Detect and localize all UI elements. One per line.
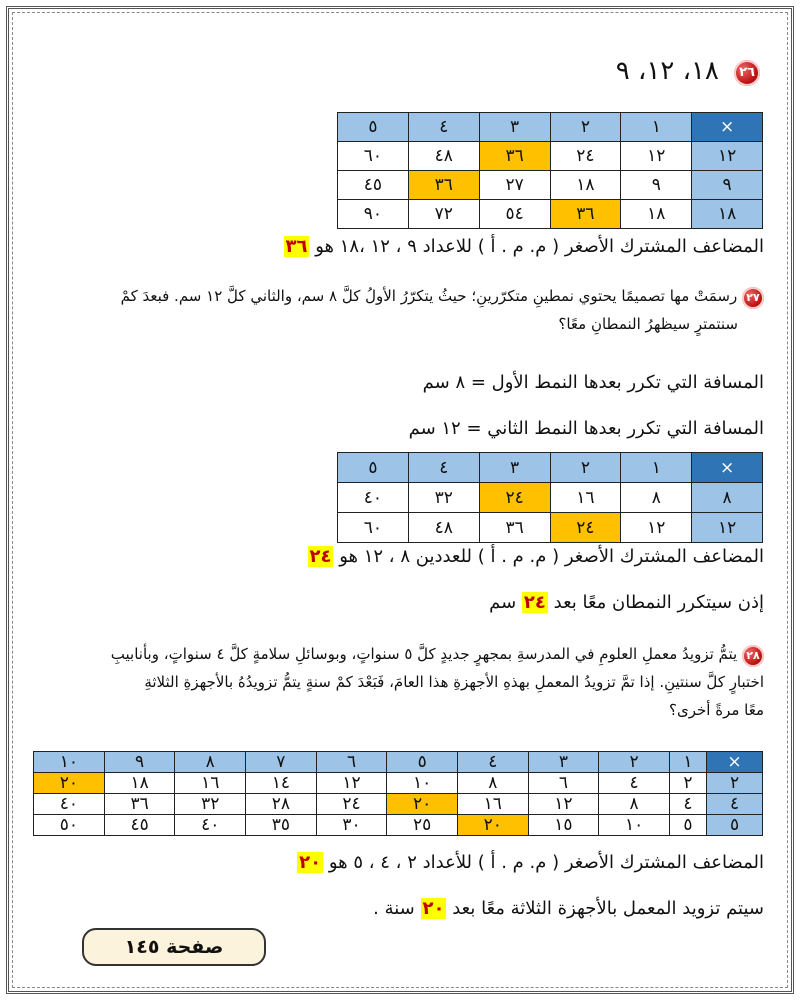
table-cell: ١٢	[621, 513, 692, 543]
table-row-header-cell: ١٨	[692, 200, 763, 229]
q28-conclusion-value: ٢٠	[422, 898, 445, 919]
table-header-cell: ٣	[479, 453, 550, 483]
table-cell: ٢٧	[479, 171, 550, 200]
table-row-header-cell: ٢	[707, 773, 763, 794]
table-header-cell: ٥	[338, 453, 409, 483]
q27-line2: المسافة التي تكرر بعدها النمط الثاني = ١٢ سم	[408, 418, 764, 439]
table-row-header-cell: ١٢	[692, 513, 763, 543]
table-cell: ٢٤	[550, 513, 621, 543]
table-cell: ٢	[669, 773, 706, 794]
q28-answer-value: ٢٠	[299, 852, 322, 873]
table-cell: ٣٦	[479, 513, 550, 543]
table-header-cell: ٧	[246, 752, 317, 773]
table-row	[34, 794, 763, 815]
table-cell: ١٦	[175, 773, 246, 794]
table-cell: ١٢	[316, 773, 387, 794]
table-row	[338, 483, 763, 513]
table-header-row	[338, 453, 763, 483]
table-header-cell: ٢	[550, 113, 621, 142]
table-cell: ١٢	[621, 142, 692, 171]
table-corner-cell: ×	[692, 453, 763, 483]
table-cell: ٤٨	[408, 513, 479, 543]
q28-multiplication-table	[33, 751, 763, 836]
table-cell: ١٠	[599, 815, 670, 836]
table-cell: ١٨	[550, 171, 621, 200]
table-cell: ٤٠	[175, 815, 246, 836]
q28-conclusion-text: سيتم تزويد المعمل بالأجهزة الثلاثة معًا بعد	[452, 898, 764, 919]
table-row	[338, 200, 763, 229]
table-cell: ٢٠	[457, 815, 528, 836]
q27-answer-text: المضاعف المشترك الأصغر ( م. م . أ ) للعددين ٨ ، ١٢ هو	[339, 546, 764, 567]
table-row	[338, 171, 763, 200]
table-header-cell: ٥	[387, 752, 458, 773]
table-header-cell: ١	[669, 752, 706, 773]
table-cell: ٨	[457, 773, 528, 794]
table-cell: ١٦	[457, 794, 528, 815]
table-cell: ٢٥	[387, 815, 458, 836]
q26-answer-line	[24, 236, 764, 257]
q27-question-line1: رسمَتْ مها تصميمًا يحتوي نمطينِ متكرّرينِ؛ حيثُ يتكرّرُ الأولُ كلَّ ٨ سم، والثاني كلَّ ١٢ سم. فبعدَ كمْ	[120, 287, 738, 305]
table-cell: ٣٦	[104, 794, 175, 815]
q26-answer-value: ٣٦	[285, 236, 308, 257]
table-cell: ٥	[669, 815, 706, 836]
q28-question-line2: اختبارٍ كلَّ سنتينِ. إذا تمَّ تزويدُ المعملِ بهذهِ الأجهزةِ هذا العامَ، فَبَعْدَ كمْ سنةٍ يتمُّ تزويدُهُ بالأجهزةِ الثلاثةِ	[144, 673, 764, 691]
table-cell: ٦٠	[338, 142, 409, 171]
table-cell: ١٨	[104, 773, 175, 794]
q26-multiplication-table	[337, 112, 763, 229]
q28-answer-line	[24, 852, 764, 873]
table-corner-cell: ×	[692, 113, 763, 142]
table-cell: ٤٠	[338, 483, 409, 513]
table-header-row	[338, 113, 763, 142]
table-cell: ١٤	[246, 773, 317, 794]
table-cell: ٣٦	[550, 200, 621, 229]
table-cell: ٤٥	[104, 815, 175, 836]
table-header-cell: ٥	[338, 113, 409, 142]
q27-question-line2: سنتمترٍ سيظهرُ النمطانِ معًا؟	[558, 315, 738, 333]
table-cell: ٣٦	[479, 142, 550, 171]
q28-conclusion-unit: سنة .	[373, 898, 415, 919]
table-cell: ٨	[599, 794, 670, 815]
table-header-cell: ٨	[175, 752, 246, 773]
table-cell: ١٠	[387, 773, 458, 794]
table-row	[34, 815, 763, 836]
q26-header	[580, 56, 760, 92]
table-cell: ٣٢	[175, 794, 246, 815]
table-cell: ١٦	[550, 483, 621, 513]
table-header-cell: ٣	[479, 113, 550, 142]
table-cell: ٩٠	[338, 200, 409, 229]
table-cell: ٥٤	[479, 200, 550, 229]
table-cell: ٥٠	[34, 815, 105, 836]
q27-conclusion-value: ٢٤	[523, 592, 546, 613]
table-row	[34, 773, 763, 794]
q28-conclusion	[24, 898, 764, 919]
table-header-cell: ٢	[599, 752, 670, 773]
table-cell: ٨	[621, 483, 692, 513]
table-cell: ٢٤	[550, 142, 621, 171]
table-cell: ٤٨	[408, 142, 479, 171]
table-header-cell: ٤	[408, 453, 479, 483]
table-cell: ٢٤	[479, 483, 550, 513]
table-header-cell: ٩	[104, 752, 175, 773]
q28-question-line3: معًا مرةً أخرى؟	[669, 701, 764, 719]
q27-line1: المسافة التي تكرر بعدها النمط الأول = ٨ سم	[422, 372, 764, 393]
table-cell: ٣٥	[246, 815, 317, 836]
table-cell: ٣٠	[316, 815, 387, 836]
q27-question	[24, 282, 764, 338]
table-header-cell: ٤	[457, 752, 528, 773]
table-header-cell: ١	[621, 453, 692, 483]
table-header-cell: ٢	[550, 453, 621, 483]
table-row	[338, 142, 763, 171]
q28-answer-text: المضاعف المشترك الأصغر ( م. م . أ ) للأعداد ٢ ، ٤ ، ٥ هو	[328, 852, 764, 873]
table-header-cell: ١	[621, 113, 692, 142]
table-header-row	[34, 752, 763, 773]
table-row-header-cell: ٤	[707, 794, 763, 815]
table-row-header-cell: ١٢	[692, 142, 763, 171]
q27-number-badge: ٢٧	[742, 287, 764, 309]
q28-question-line1: يتمُّ تزويدُ معملِ العلومِ في المدرسةِ بمجهرٍ جديدٍ كلَّ ٥ سنواتٍ، وبوسائلِ سلامةٍ كلَّ ٤ سنواتٍ، وبأنابيبِ	[110, 645, 738, 663]
table-cell: ١٨	[621, 200, 692, 229]
q27-conclusion	[24, 592, 764, 613]
table-cell: ٤٥	[338, 171, 409, 200]
q27-answer-value: ٢٤	[309, 546, 332, 567]
q27-multiplication-table	[337, 452, 763, 543]
table-corner-cell: ×	[707, 752, 763, 773]
table-cell: ٢٨	[246, 794, 317, 815]
table-cell: ٣٢	[408, 483, 479, 513]
table-cell: ٢٠	[387, 794, 458, 815]
table-cell: ٢٤	[316, 794, 387, 815]
table-cell: ١٥	[528, 815, 599, 836]
q26-answer-text: المضاعف المشترك الأصغر ( م. م . أ ) للاعداد ٩ ، ١٢ ،١٨ هو	[315, 236, 764, 257]
table-header-cell: ٣	[528, 752, 599, 773]
table-header-cell: ٦	[316, 752, 387, 773]
q28-question	[24, 640, 764, 724]
q26-number-badge: ٢٦	[734, 60, 760, 86]
table-cell: ٤	[599, 773, 670, 794]
q27-conclusion-text: إذن سيتكرر النمطان معًا بعد	[553, 592, 764, 613]
table-row-header-cell: ٨	[692, 483, 763, 513]
table-cell: ١٢	[528, 794, 599, 815]
q28-number-badge: ٢٨	[742, 645, 764, 667]
table-cell: ٦٠	[338, 513, 409, 543]
table-cell: ٩	[621, 171, 692, 200]
table-row	[338, 513, 763, 543]
q27-answer-line	[24, 546, 764, 567]
table-cell: ٦	[528, 773, 599, 794]
table-row-header-cell: ٩	[692, 171, 763, 200]
table-cell: ٣٦	[408, 171, 479, 200]
table-row-header-cell: ٥	[707, 815, 763, 836]
table-header-cell: ١٠	[34, 752, 105, 773]
table-cell: ٧٢	[408, 200, 479, 229]
q26-header-numbers: ١٨، ١٢، ٩	[615, 56, 719, 86]
page-number-label: صفحة ١٤٥	[82, 928, 266, 966]
q27-conclusion-unit: سم	[489, 592, 517, 613]
table-cell: ٢٠	[34, 773, 105, 794]
table-header-cell: ٤	[408, 113, 479, 142]
table-cell: ٤٠	[34, 794, 105, 815]
table-cell: ٤	[669, 794, 706, 815]
